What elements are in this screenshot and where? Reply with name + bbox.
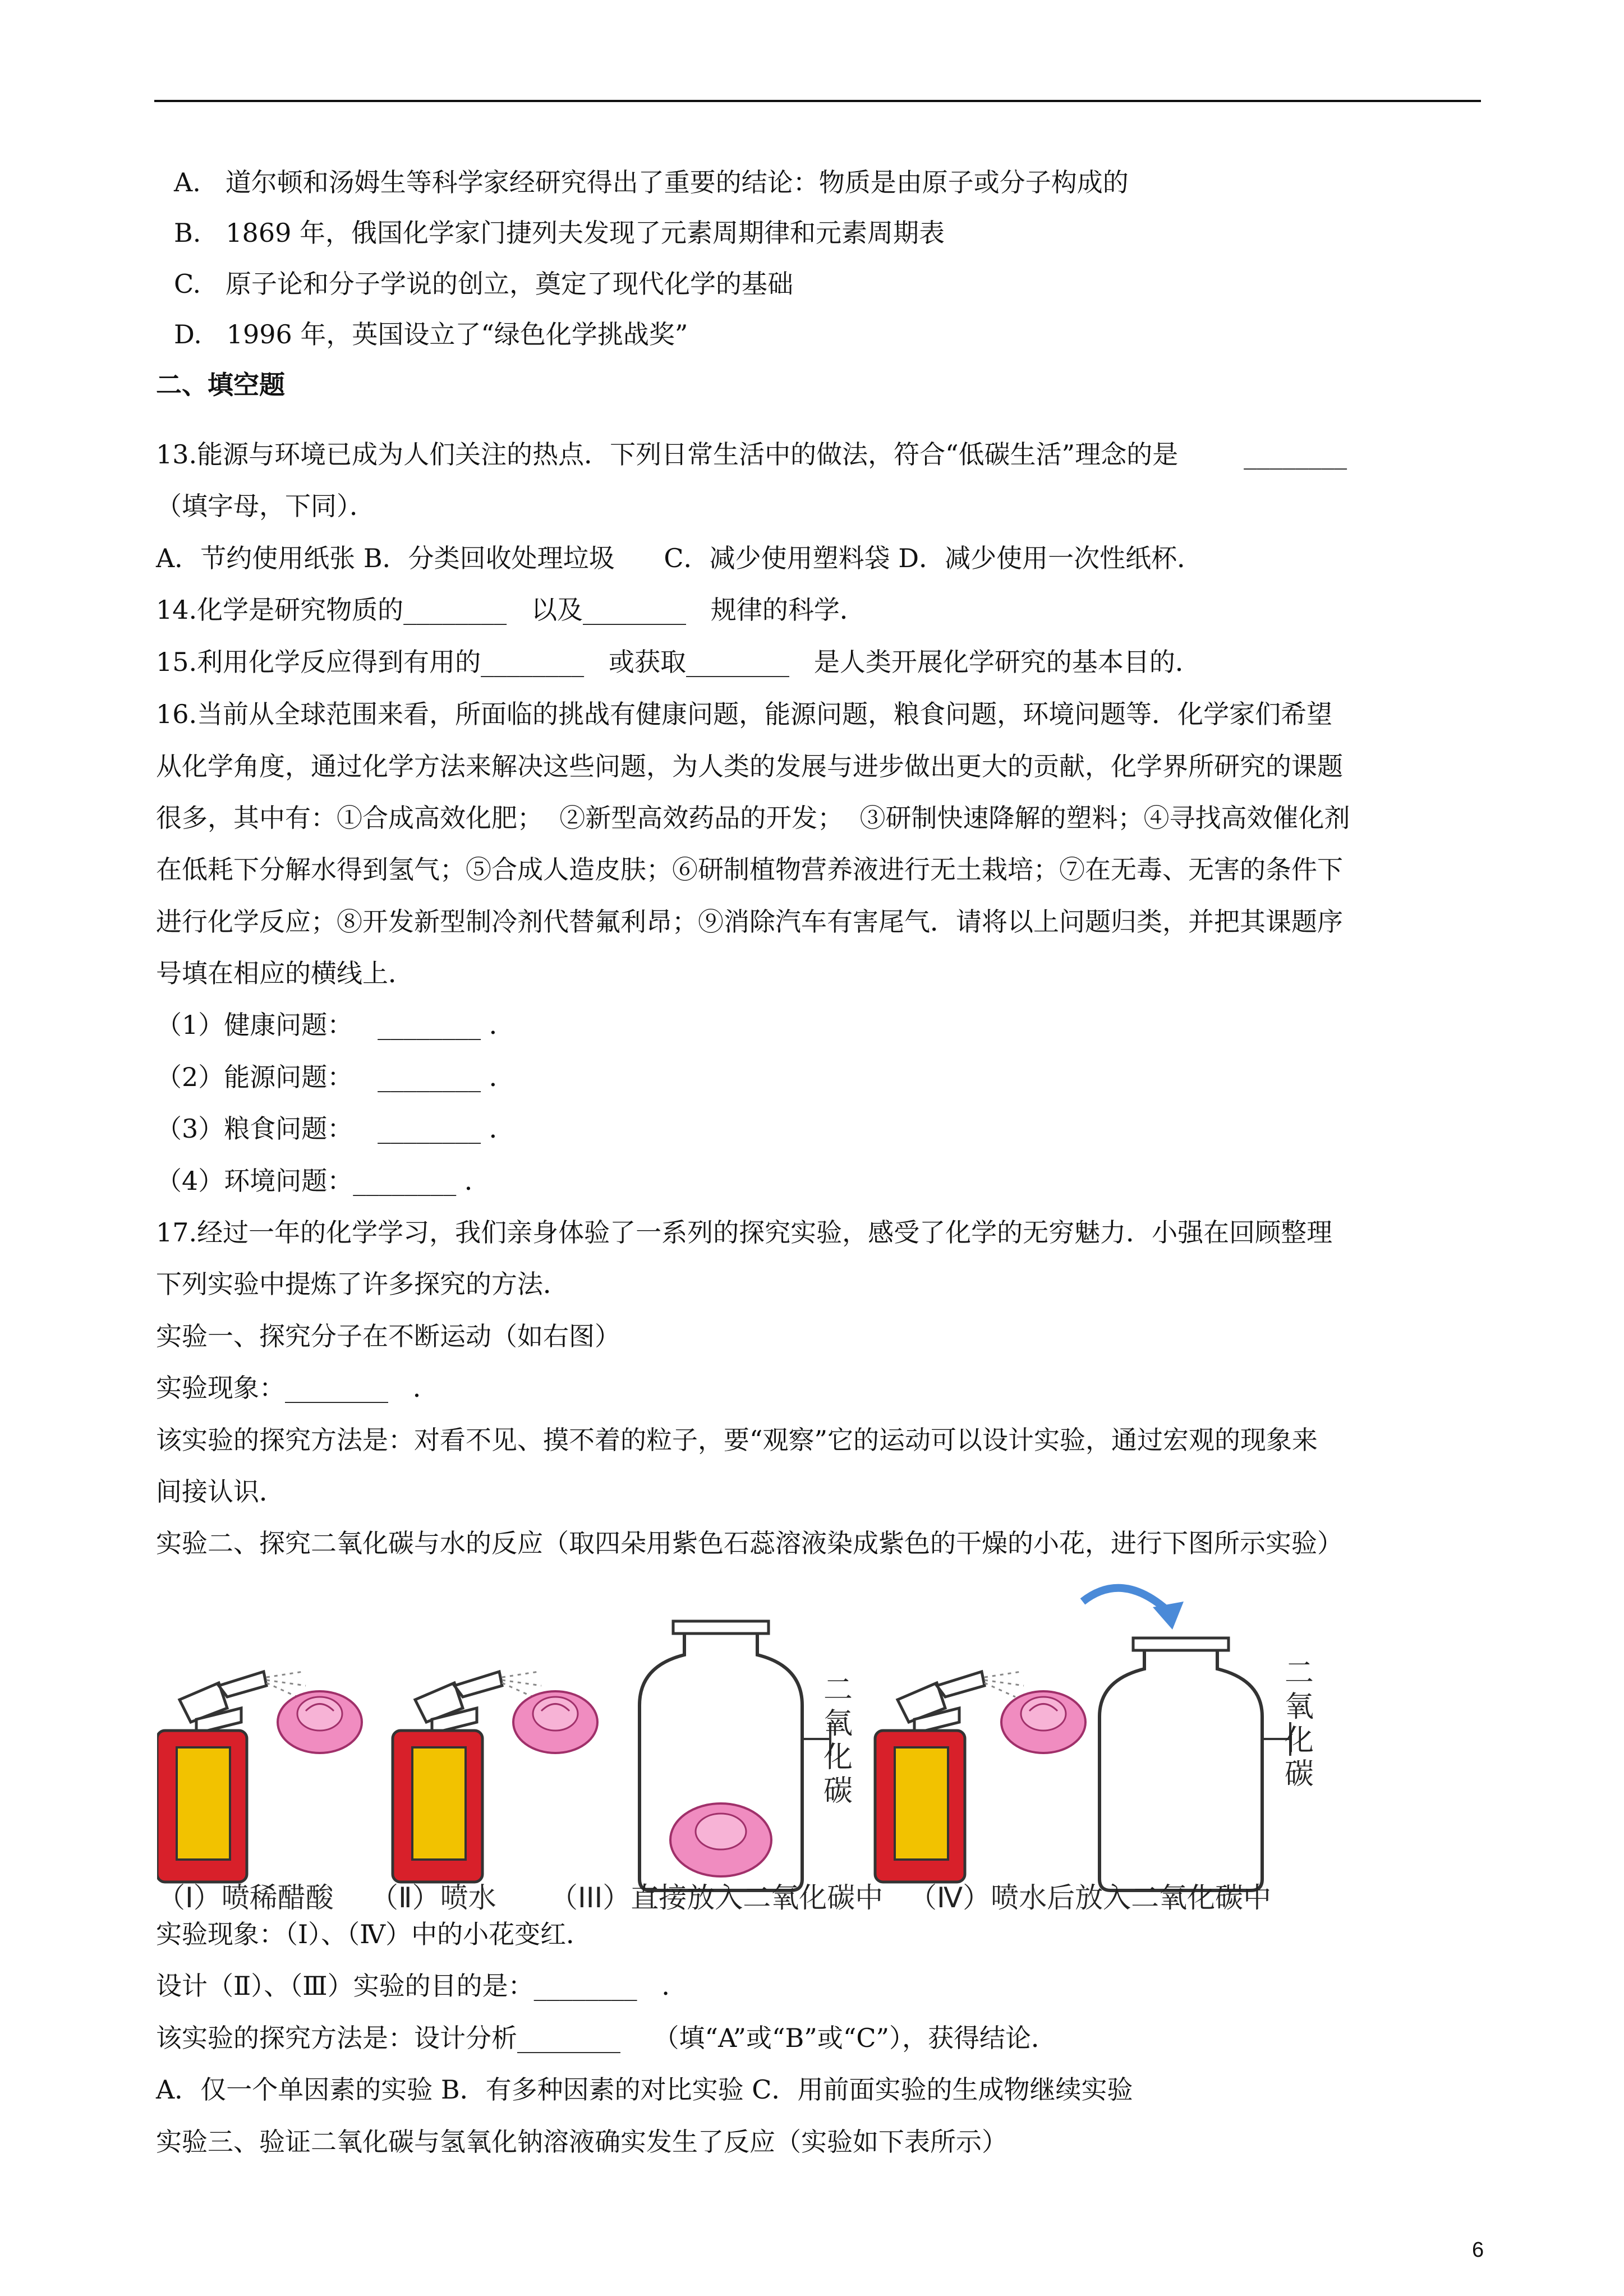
q17-line-2: 下列实验中提炼了许多探究的方法． — [156, 1269, 569, 1299]
spray-bottle-icon — [393, 1672, 541, 1882]
q16-sub-2: （2）能源问题： ________ ． — [156, 1062, 515, 1092]
q16-sub-3: （3）粮食问题： ________ ． — [156, 1114, 515, 1144]
q16-line-3: 很多，其中有：①合成高效化肥； ②新型高效药品的开发； ③研制快速降解的塑料；④寻找高效催化剂 — [156, 803, 1350, 833]
caption-4: （Ⅳ）喷水后放入二氧化碳中 — [909, 1881, 1272, 1913]
option-b: B. 1869 年，俄国化学家门捷列夫发现了元素周期律和元素周期表 — [174, 218, 945, 248]
exp2-phenomenon: 实验现象：（Ⅰ）、（Ⅳ）中的小花变红． — [156, 1919, 592, 1949]
flower-icon — [1001, 1691, 1085, 1753]
exp1-method-1: 该实验的探究方法是：对看不见、摸不着的粒子，要“观察”它的运动可以设计实验，通过宏观的现象来 — [156, 1425, 1318, 1455]
caption-1: （I）喷稀醋酸 — [157, 1881, 334, 1913]
section-heading: 二、填空题 — [156, 370, 285, 400]
exp1-phenomenon: 实验现象：________ ． — [156, 1373, 439, 1403]
svg-text:二: 二 — [823, 1673, 853, 1707]
spray-bottle-icon — [157, 1672, 306, 1882]
exp1-title: 实验一、探究分子在不断运动（如右图） — [156, 1321, 620, 1351]
page-number: 6 — [1472, 2238, 1484, 2262]
q16-sub-1: （1）健康问题： ________ ． — [156, 1010, 515, 1040]
exp2-options: A．仅一个单因素的实验 B．有多种因素的对比实验 C．用前面实验的生成物继续实验 — [156, 2074, 1133, 2105]
exp2-method: 该实验的探究方法是：设计分析________ （填“A”或“B”或“C”），获得结论． — [156, 2023, 1057, 2053]
flower-icon — [278, 1691, 362, 1753]
option-c: C. 原子论和分子学说的创立，奠定了现代化学的基础 — [174, 269, 794, 299]
q13-line-1: 13.能源与环境已成为人们关注的热点．下列日常生活中的做法，符合“低碳生活”理念的是 ________ — [156, 439, 1347, 470]
header-rule — [154, 100, 1481, 102]
exp2-title: 实验二、探究二氧化碳与水的反应（取四朵用紫色石蕊溶液染成紫色的干燥的小花，进行下图所示实验） — [156, 1528, 1343, 1558]
flower-icon — [513, 1691, 597, 1753]
q16-sub-4: （4）环境问题：________ ． — [156, 1166, 490, 1196]
q16-line-1: 16.当前从全球范围来看，所面临的挑战有健康问题，能源问题，粮食问题，环境问题等．化学家们希望 — [156, 699, 1333, 729]
option-d: D. 1996 年，英国设立了“绿色化学挑战奖” — [174, 319, 688, 349]
gas-jar-icon — [1099, 1638, 1290, 1890]
option-a: A. 道尔顿和汤姆生等科学家经研究得出了重要的结论：物质是由原子或分子构成的 — [174, 167, 1129, 197]
caption-3: （III）直接放入二氧化碳中 — [550, 1881, 884, 1913]
q15: 15.利用化学反应得到有用的________ 或获取________ 是人类开展化学研究的基本目的． — [156, 647, 1201, 677]
svg-text:二: 二 — [1285, 1657, 1314, 1690]
flower-icon — [670, 1803, 771, 1876]
caption-2: （Ⅱ）喷水 — [370, 1881, 496, 1913]
q17-line-1: 17.经过一年的化学学习，我们亲身体验了一系列的探究实验，感受了化学的无穷魅力．小强在回顾整理 — [156, 1217, 1333, 1248]
curved-arrow-icon — [1083, 1588, 1184, 1630]
svg-text:碳: 碳 — [823, 1774, 853, 1808]
jar-label-1 — [823, 1673, 853, 1808]
svg-text:氧: 氧 — [823, 1707, 853, 1741]
q16-line-4: 在低耗下分解水得到氢气；⑤合成人造皮肤；⑥研制植物营养液进行无土栽培；⑦在无毒、无害的条件下 — [156, 854, 1343, 885]
svg-text:氧: 氧 — [1285, 1690, 1314, 1724]
exp3-title: 实验三、验证二氧化碳与氢氧化钠溶液确实发生了反应（实验如下表所示） — [156, 2127, 1007, 2157]
q16-line-2: 从化学角度，通过化学方法来解决这些问题，为人类的发展与进步做出更大的贡献，化学界所研究的课题 — [156, 751, 1343, 781]
exp2-purpose: 设计（Ⅱ）、（Ⅲ）实验的目的是：________ ． — [156, 1971, 688, 2001]
experiment-figure — [157, 1576, 1470, 1913]
svg-text:碳: 碳 — [1285, 1757, 1314, 1791]
svg-text:化: 化 — [1285, 1724, 1314, 1757]
exp1-method-2: 间接认识． — [156, 1476, 285, 1507]
q16-line-6: 号填在相应的横线上． — [156, 958, 414, 988]
q14: 14.化学是研究物质的________ 以及________ 规律的科学． — [156, 595, 866, 625]
q13-line-2: （填字母，下同）． — [156, 491, 375, 521]
q16-line-5: 进行化学反应；⑧开发新型制冷剂代替氟利昂；⑨消除汽车有害尾气．请将以上问题归类，并把其课题序 — [156, 907, 1343, 937]
jar-label-2 — [1285, 1657, 1314, 1791]
spray-bottle-icon — [875, 1672, 1024, 1882]
svg-text:化: 化 — [823, 1741, 853, 1774]
q13-options: A．节约使用纸张 B．分类回收处理垃圾 C．减少使用塑料袋 D．减少使用一次性纸杯． — [156, 543, 1203, 573]
